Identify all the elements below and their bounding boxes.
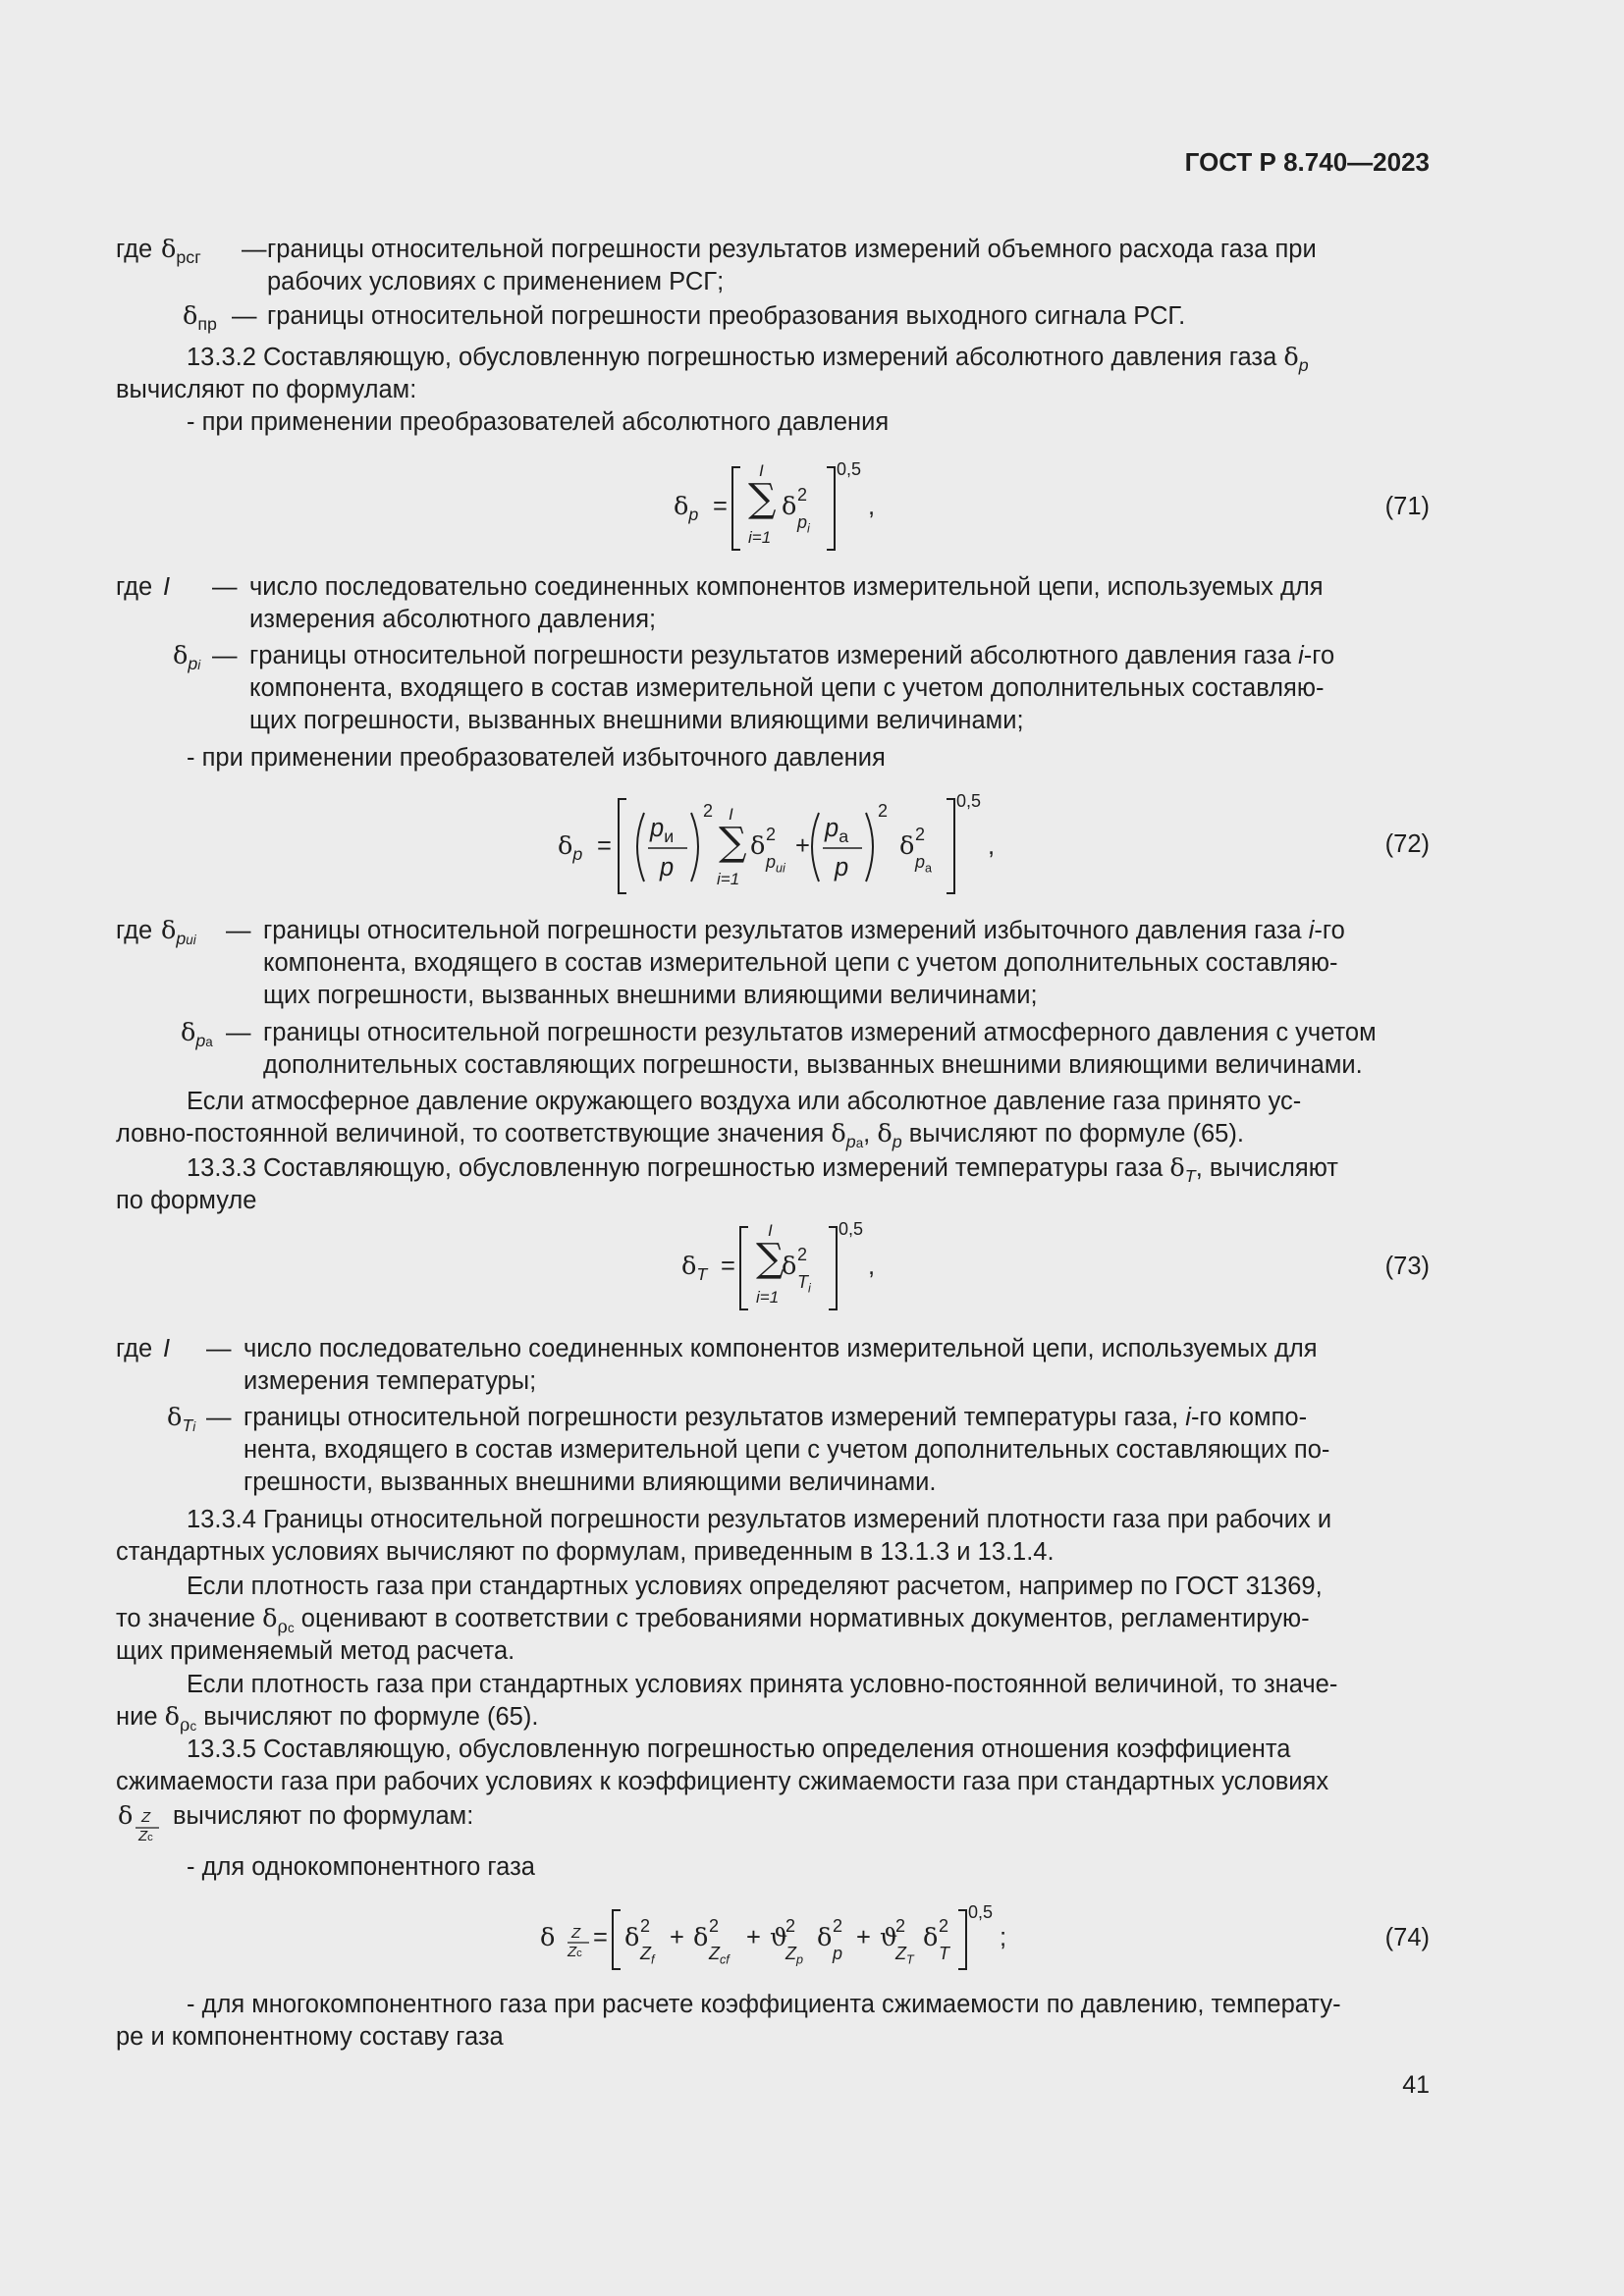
document-page: ГОСТ Р 8.740—2023 где $\delta_{рсг}$ — границы относительной погрешности результатов измерений объемного расхода газа при рабочих условиях с применением РСГ; $\delta_{пр}$ — границы относительной погрешности преобразования выходного сигнала РСГ. 13.3.2 Составляющую, обусловленную погрешностью измерений абсолютного давления газа $\delta_p$ вычисляют по формулам: - при применении преобразователей абсолютного давления $\delta_p$ = I ∑ i=1 δ 2 $p_i$ 0,5 , (71) где I — число последовательно соединенных компонентов измерительной цепи, используемых для измерения абсолютного давления; $\delta_{pi}$ — границы относительной погрешности результатов измерений абсолютного давления газа i-го компонента, входящего в состав измерительной цепи с учетом дополнительных составляю- щих погрешности, вызванных внешними влияющими величинами; - при применении преобразователей избыточного давления $\delta_p$ = $p_и$ p 2 I ∑ i=1 δ 2 $p_{иi}$ + $p_a$ p 2 δ 2 $p_a$ 0,5 , (72) где $\delta_{pиi}$ — границы относительной погрешности результатов измерений избыточного давления газа i-го компонента, входящего в состав измерительной цепи с учетом дополнительных составляю- щих погрешности, вызванных внешними влияющими величинами; $\delta_{pa}$ — границы относительной погрешности результатов измерений атмосферного давления с учетом дополнительных составляющих погрешности, вызванных внешними влияющими величинами. Если атмосферное давление окружающего воздуха или абсолютное давление газа принято ус- ловно-постоянной величиной, то соответствующие значения $\delta_{pa}$, $\delta_p$ вычисляют по формуле (65). 13.3.3 Составляющую, обусловленную погрешностью измерений температуры газа $\delta_T$, вычисляют по формуле $\delta_T$ = I ∑ i=1 δ 2 $T_i$ 0,5 , (73) где I — число последовательно соединенных компонентов измерительной цепи, используемых для измерения температуры; $\delta_{Ti}$ — границы относительной погрешности результатов измерений температуры газа, i-го компо- нента, входящего в состав измерительной цепи с учетом дополнительных составляющих по- грешности, вызванных внешними влияющими величинами. 13.3.4 Границы относительной погрешности результатов измерений плотности газа при рабочих и стандартных условиях вычисляют по формулам, приведенным в 13.1.3 и 13.1.4. Если плотность газа при стандартных условиях определяют расчетом, например по ГОСТ 31369, то значение $\delta_{\rho c}$ оценивают в соответствии с требованиями нормативных документов, регламентирую- щих применяемый метод расчета. Если плотность газа при стандартных условиях принята условно-постоянной величиной, то значе- ние $\delta_{\rho c}$ вычисляют по формуле (65). 13.3.5 Составляющую, обусловленную погрешностью определения отношения коэффициента сжимаемости газа при рабочих условиях к коэффициенту сжимаемости газа при стандартных условиях δ Z Zc вычисляют по формулам: - для однокомпонентного газа δ Z Zc = δ 2 $Z_f$ + δ 2 $Z_{cf}$ + ϑ 2 $Z_p$ δ 2 p + ϑ 2 $Z_T$ δ 2 T 0,5 ; (74) - для многокомпонентного газа при расчете коэффициента сжимаемости по давлению, температу- ре и компонентному составу газа 41: [116, 147, 1430, 2099]
dash: —: [242, 236, 267, 263]
bullet-single-component: - для однокомпонентного газа: [187, 1853, 535, 1881]
equation-71: $\delta_p$ = I ∑ i=1 δ 2 $p_i$ 0,5 ,: [672, 459, 907, 558]
paragraph-13-3-4: 13.3.4 Границы относительной погрешности результатов измерений плотности газа при рабочих и стандартных условиях вычисляют по формулам, приведенным в 13.1.3 и 13.1.4.: [116, 1506, 1332, 1566]
definition-text: границы относительной погрешности результатов измерений объемного расхода газа при рабочих условиях с применением РСГ;: [267, 236, 1317, 295]
bullet-gauge-pressure: - при применении преобразователей избыточного давления: [187, 744, 886, 772]
paragraph-atmospheric: Если атмосферное давление окружающего воздуха или абсолютное давление газа принято ус- ловно-постоянной величиной, то соответствующие значения $\delta_{pa}$, $\delta_p$ вычисляют по формуле (65).: [116, 1088, 1302, 1152]
equation-number-72: (72): [1384, 830, 1430, 858]
paragraph-multicomponent: - для многокомпонентного газа при расчете коэффициента сжимаемости по давлению, температу- ре и компонентному составу газа: [116, 1991, 1341, 2051]
equation-number-73: (73): [1384, 1253, 1430, 1280]
lead-word: где: [116, 236, 153, 263]
paragraph-density-constant: Если плотность газа при стандартных условиях принята условно-постоянной величиной, то значе- ние $\delta_{\rho c}$ вычисляют по формуле (65).: [116, 1671, 1338, 1736]
equation-72: $\delta_p$ = $p_и$ p 2 I ∑ i=1 δ 2 $p_{иi}$ + $p_a$ p 2 δ 2 $p_a$ 0,5 ,: [556, 791, 1017, 901]
symbol-delta-pr: $\delta_{пр}$: [183, 301, 217, 335]
paragraph-13-3-3: 13.3.3 Составляющую, обусловленную погрешностью измерений температуры газа $\delta_T$, вычисляют по формуле: [116, 1153, 1338, 1214]
paragraph-density-calculation: Если плотность газа при стандартных условиях определяют расчетом, например по ГОСТ 31369, то значение $\delta_{\rho c}$ оценивают в соответствии с требованиями нормативных документов, регламентирую- щих применяемый метод расчета.: [116, 1573, 1323, 1665]
symbol-delta-rsg: $\delta_{рсг}$: [161, 235, 201, 268]
definition-text: границы относительной погрешности преобразования выходного сигнала РСГ.: [267, 302, 1186, 330]
paragraph-13-3-5-line3: δ Z Zc вычисляют по формулам:: [118, 1801, 474, 1844]
equation-73: $\delta_T$ = I ∑ i=1 δ 2 $T_i$ 0,5 ,: [679, 1219, 915, 1317]
document-code-header: ГОСТ Р 8.740—2023: [1184, 147, 1430, 177]
equation-number-74: (74): [1384, 1924, 1430, 1951]
paragraph-13-3-2: 13.3.2 Составляющую, обусловленную погрешностью измерений абсолютного давления газа $\delta_p$ вычисляют по формулам: - при применении преобразователей абсолютного давления: [116, 343, 1309, 436]
paragraph-13-3-5: 13.3.5 Составляющую, обусловленную погрешностью определения отношения коэффициента сжимаемости газа при рабочих условиях к коэффициенту сжимаемости газа при стандартных условиях: [116, 1735, 1329, 1795]
equation-number-71: (71): [1384, 493, 1430, 520]
page-number: 41: [1402, 2071, 1430, 2099]
equation-74: δ Z Zc = δ 2 $Z_f$ + δ 2 $Z_{cf}$ + ϑ 2 $Z_p$ δ 2 p + ϑ 2 $Z_T$ δ 2 T 0,5 ;: [538, 1902, 1029, 1981]
dash: —: [232, 302, 257, 330]
equation-72-brackets: [556, 791, 1017, 901]
